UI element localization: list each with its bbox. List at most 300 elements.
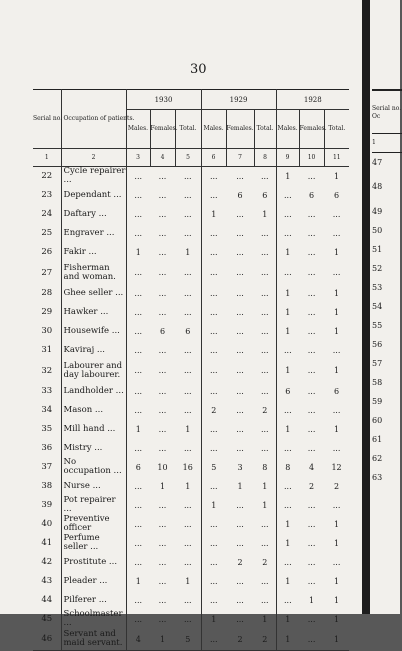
serial-number: 34 [33,401,61,420]
count-cell: 2 [254,553,276,572]
count-cell: ... [175,382,201,401]
occupation-name: Perfume seller ... [61,534,126,553]
column-number: 10 [299,149,324,167]
serial-number: 27 [33,262,61,284]
subheader-1929-males: Males. [201,110,226,149]
table-row [33,284,349,303]
count-cell: 1 [334,366,340,375]
count-cell: ... [307,247,316,257]
count-cell: ... [158,595,167,605]
count-cell: ... [158,424,167,434]
occupation-name: Mason ... [61,401,126,420]
count-cell: 1 [276,629,299,651]
table-row [33,205,349,224]
count-cell: ... [307,171,316,181]
count-cell: 2 [226,629,254,651]
count-cell: ... [209,424,218,434]
count-cell: ... [236,443,244,453]
column-number: 6 [201,149,226,167]
count-cell: 6 [334,386,340,396]
count-cell: ... [236,345,244,355]
occupation-name: Mill hand ... [61,420,126,439]
occupation-name: Servant and maid servant. [61,629,126,651]
right-serial-number: 55 [372,320,383,330]
table-row [33,515,349,534]
count-cell: 6 [285,386,291,396]
count-cell: 1 [334,595,340,605]
count-cell: 1 [334,247,340,257]
count-cell: 1 [324,629,349,651]
table-row [33,439,349,458]
count-cell: ... [209,386,218,396]
count-cell: ... [283,595,292,605]
count-cell: 1 [334,538,340,548]
count-cell: 2 [211,405,217,415]
right-serial-number: 57 [372,358,383,368]
count-cell: 4 [126,629,150,651]
count-cell: ... [175,205,201,224]
table-row [33,629,349,651]
right-serial-number: 54 [372,301,383,311]
count-cell: ... [134,405,143,415]
column-number: 7 [226,149,254,167]
count-cell: 1 [309,595,315,605]
serial-number: 40 [33,515,61,534]
count-cell: 6 [309,190,315,200]
count-cell: ... [307,366,316,375]
count-cell: 1 [334,326,340,336]
table-row [33,572,349,591]
table-row [33,360,349,382]
table-row [33,553,349,572]
count-cell: ... [175,610,201,629]
year-header-1930: 1930 [126,90,201,110]
count-cell: ... [158,538,167,548]
table-row [33,262,349,284]
right-serial-number: 56 [372,339,383,349]
count-cell: ... [209,268,218,277]
count-cell: 12 [331,462,342,472]
count-cell: 6 [237,190,243,200]
count-cell: ... [332,500,341,510]
count-cell: 1 [285,326,291,336]
serial-number: 22 [33,167,61,186]
column-number: 2 [61,149,126,167]
count-cell: ... [307,557,316,567]
count-cell: ... [236,366,244,375]
count-cell: ... [283,345,292,355]
count-cell: 1 [334,614,340,624]
count-cell: ... [158,345,167,355]
count-cell: ... [236,307,244,317]
table-row [33,477,349,496]
count-cell: ... [236,247,244,257]
count-cell: 1 [159,481,166,491]
count-cell: ... [209,557,218,567]
occupation-name: Fakir ... [61,243,126,262]
serial-number: 46 [33,629,61,651]
count-cell: ... [134,190,143,200]
count-cell: ... [236,424,244,434]
count-cell: ... [307,614,316,624]
count-cell: ... [209,345,218,355]
count-cell: 2 [309,481,315,491]
serial-number: 33 [33,382,61,401]
occupation-name: Preventive officer [61,515,126,534]
table-row [33,341,349,360]
count-cell: ... [158,228,167,238]
count-cell: ... [283,557,292,567]
count-cell: ... [307,443,316,453]
count-cell: 8 [254,458,276,477]
count-cell: ... [254,360,276,382]
count-cell: ... [158,557,167,567]
count-cell: 1 [334,288,340,298]
count-cell: ... [158,171,167,181]
subheader-1929-total: Total. [254,110,276,149]
subheader-1930-females: Females. [150,110,175,149]
count-cell: 8 [285,462,291,472]
count-cell: ... [134,595,143,605]
count-cell: 1 [135,576,141,586]
count-cell: ... [254,167,276,186]
count-cell: ... [158,268,167,277]
serial-number: 23 [33,186,61,205]
right-serial-number: 53 [372,282,383,292]
count-cell: ... [236,405,244,415]
count-cell: ... [158,614,167,624]
count-cell: ... [254,284,276,303]
subheader-1930-males: Males. [126,110,150,149]
count-cell: 1 [254,610,276,629]
count-cell: 1 [285,171,291,181]
count-cell: ... [134,538,143,548]
count-cell: ... [158,307,167,317]
count-cell: ... [134,345,143,355]
count-cell: ... [158,519,167,529]
count-cell: 1 [237,481,243,491]
count-cell: ... [175,341,201,360]
count-cell: 6 [159,326,166,336]
occupation-name: Housewife ... [61,322,126,341]
column-number: 5 [175,149,201,167]
count-cell: 2 [237,557,243,567]
count-cell: ... [307,345,316,355]
count-cell: ... [283,190,292,200]
serial-number: 24 [33,205,61,224]
count-cell: ... [134,557,143,567]
count-cell: ... [134,366,143,375]
count-cell: ... [236,326,244,336]
serial-number: 44 [33,591,61,610]
count-cell: ... [209,190,218,200]
count-cell: 1 [334,307,340,317]
occupation-name: Pilferer ... [61,591,126,610]
serial-number: 32 [33,360,61,382]
count-cell: ... [209,538,218,548]
count-cell: ... [332,405,341,415]
count-cell: ... [201,629,226,651]
table-row [33,167,349,186]
count-cell: 1 [285,366,291,375]
count-cell: 1 [175,243,201,262]
right-serial-number: 62 [372,453,383,463]
count-cell: ... [158,386,167,396]
count-cell: ... [236,519,244,529]
count-cell: 16 [175,458,201,477]
serial-number: 43 [33,572,61,591]
count-cell: ... [307,538,316,548]
count-cell: ... [254,322,276,341]
occupation-name: Dependant ... [61,186,126,205]
serial-number: 31 [33,341,61,360]
count-cell: 1 [211,614,217,624]
count-cell: ... [236,614,244,624]
count-cell: ... [254,262,276,284]
table-row [33,496,349,515]
count-cell: ... [254,420,276,439]
count-cell: ... [175,186,201,205]
count-cell: ... [209,171,218,181]
occupation-name: Prostitute ... [61,553,126,572]
count-cell: ... [175,439,201,458]
count-cell: ... [307,228,316,238]
occupation-table [33,89,349,651]
count-cell: ... [236,576,244,586]
count-cell: ... [254,439,276,458]
count-cell: ... [299,629,324,651]
count-cell: ... [254,224,276,243]
count-cell: ... [307,576,316,586]
column-number: 3 [126,149,150,167]
serial-number: 38 [33,477,61,496]
count-cell: 2 [254,401,276,420]
count-cell: ... [254,243,276,262]
count-cell: 1 [175,420,201,439]
count-cell: ... [283,268,292,277]
occupation-name: Fisherman and woman. [61,262,126,284]
right-serial-number: 63 [372,472,383,482]
occupation-name: Daftary ... [61,205,126,224]
occupation-name: Schoolmaster ... [61,610,126,629]
count-cell: 1 [254,205,276,224]
count-cell: ... [236,171,244,181]
table-row [33,591,349,610]
occupation-name: Kaviraj ... [61,341,126,360]
occupation-name: No occupation ... [61,458,126,477]
count-cell: ... [158,576,167,586]
year-header-1929: 1929 [201,90,276,110]
occupation-name: Nurse ... [61,477,126,496]
count-cell: ... [254,341,276,360]
subheader-1930-total: Total. [175,110,201,149]
count-cell: 3 [237,462,243,472]
count-cell: ... [158,366,167,375]
count-cell: 1 [135,424,141,434]
count-cell: ... [134,326,143,336]
count-cell: ... [332,228,341,238]
right-serial-header: Serial no. [372,104,402,112]
table-row [33,186,349,205]
count-cell: 1 [334,519,340,529]
occupation-name: Labourer and day labourer. [61,360,126,382]
count-cell: 4 [309,462,315,472]
count-cell: ... [307,209,316,219]
count-cell: ... [254,591,276,610]
count-cell: ... [134,209,143,219]
serial-number: 29 [33,303,61,322]
table-row [33,401,349,420]
count-cell: ... [307,268,316,277]
serial-number: 28 [33,284,61,303]
count-cell: 5 [175,629,201,651]
count-cell: ... [158,500,167,510]
count-cell: ... [209,519,218,529]
count-cell: ... [283,500,292,510]
count-cell: ... [307,500,316,510]
right-occupation-header: Oc [372,112,381,120]
count-cell: ... [134,171,143,181]
serial-number: 36 [33,439,61,458]
occupation-name: Hawker ... [61,303,126,322]
count-cell: 1 [254,477,276,496]
count-cell: ... [307,307,316,317]
count-cell: ... [158,405,167,415]
page-gutter [362,0,370,614]
count-cell: ... [209,481,218,491]
count-cell: 2 [254,629,276,651]
count-cell: ... [158,209,167,219]
count-cell: ... [307,326,316,336]
count-cell: ... [236,268,244,277]
count-cell: ... [175,284,201,303]
occupation-name: Ghee seller ... [61,284,126,303]
count-cell: ... [175,591,201,610]
subheader-1929-females: Females. [226,110,254,149]
column-number: 11 [324,149,349,167]
count-cell: ... [283,443,292,453]
count-cell: ... [158,247,167,257]
subheader-1928-total: Total. [324,110,349,149]
count-cell: 6 [334,190,340,200]
count-cell: ... [209,443,218,453]
count-cell: ... [332,209,341,219]
column-number: 4 [150,149,175,167]
count-cell: 1 [254,496,276,515]
right-serial-number: 48 [372,181,383,191]
table-row [33,420,349,439]
count-cell: 6 [135,462,141,472]
serial-number: 26 [33,243,61,262]
occupation-name: Mistry ... [61,439,126,458]
column-number: 1 [33,149,61,167]
count-cell: ... [134,519,143,529]
count-cell: ... [254,572,276,591]
count-cell: ... [209,228,218,238]
occupation-name: Landholder ... [61,382,126,401]
count-cell: ... [209,307,218,317]
right-serial-number: 47 [372,157,383,167]
count-cell: 1 [285,247,291,257]
right-col-number: 1 [372,138,376,146]
serial-number: 42 [33,553,61,572]
count-cell: ... [307,386,316,396]
count-cell: 2 [334,481,340,491]
count-cell: ... [134,268,143,277]
count-cell: 1 [211,500,217,510]
count-cell: ... [283,209,292,219]
count-cell: ... [236,228,244,238]
count-cell: ... [134,443,143,453]
count-cell: 1 [285,307,291,317]
count-cell: ... [134,481,143,491]
count-cell: ... [175,534,201,553]
count-cell: ... [307,288,316,298]
count-cell: ... [134,307,143,317]
count-cell: 1 [285,576,291,586]
count-cell: ... [283,228,292,238]
serial-header: Serial no. [33,90,61,149]
count-cell: ... [134,614,143,624]
count-cell: ... [332,345,341,355]
count-cell: ... [254,515,276,534]
count-cell: ... [236,209,244,219]
occupation-name: Engraver ... [61,224,126,243]
count-cell: 1 [175,477,201,496]
count-cell: ... [332,557,341,567]
count-cell: ... [307,519,316,529]
right-serial-number: 58 [372,377,383,387]
count-cell: 1 [334,576,340,586]
table-row [33,322,349,341]
count-cell: ... [307,405,316,415]
count-cell: 1 [150,629,175,651]
count-cell: ... [209,326,218,336]
count-cell: ... [209,595,218,605]
count-cell: ... [134,228,143,238]
count-cell: ... [236,386,244,396]
right-serial-number: 52 [372,263,383,273]
occupation-name: Pleader ... [61,572,126,591]
right-serial-number: 49 [372,206,383,216]
count-cell: ... [307,424,316,434]
count-cell: 10 [157,462,168,472]
count-cell: ... [175,262,201,284]
count-cell: 1 [285,424,291,434]
count-cell: ... [236,500,244,510]
table-row [33,243,349,262]
count-cell: 1 [175,572,201,591]
count-cell: 6 [254,186,276,205]
count-cell: 1 [211,209,217,219]
count-cell: 1 [285,288,291,298]
count-cell: ... [175,360,201,382]
count-cell: 5 [211,462,217,472]
serial-number: 35 [33,420,61,439]
right-serial-number: 59 [372,396,383,406]
right-serial-number: 51 [372,244,383,254]
count-cell: ... [134,288,143,298]
count-cell: ... [175,515,201,534]
serial-number: 37 [33,458,61,477]
occupation-header: Occupation of patients. [61,90,126,149]
count-cell: ... [209,576,218,586]
count-cell: ... [175,401,201,420]
occupation-name: Pot repairer ... [61,496,126,515]
table-row [33,224,349,243]
count-cell: ... [254,303,276,322]
count-cell: ... [209,247,218,257]
